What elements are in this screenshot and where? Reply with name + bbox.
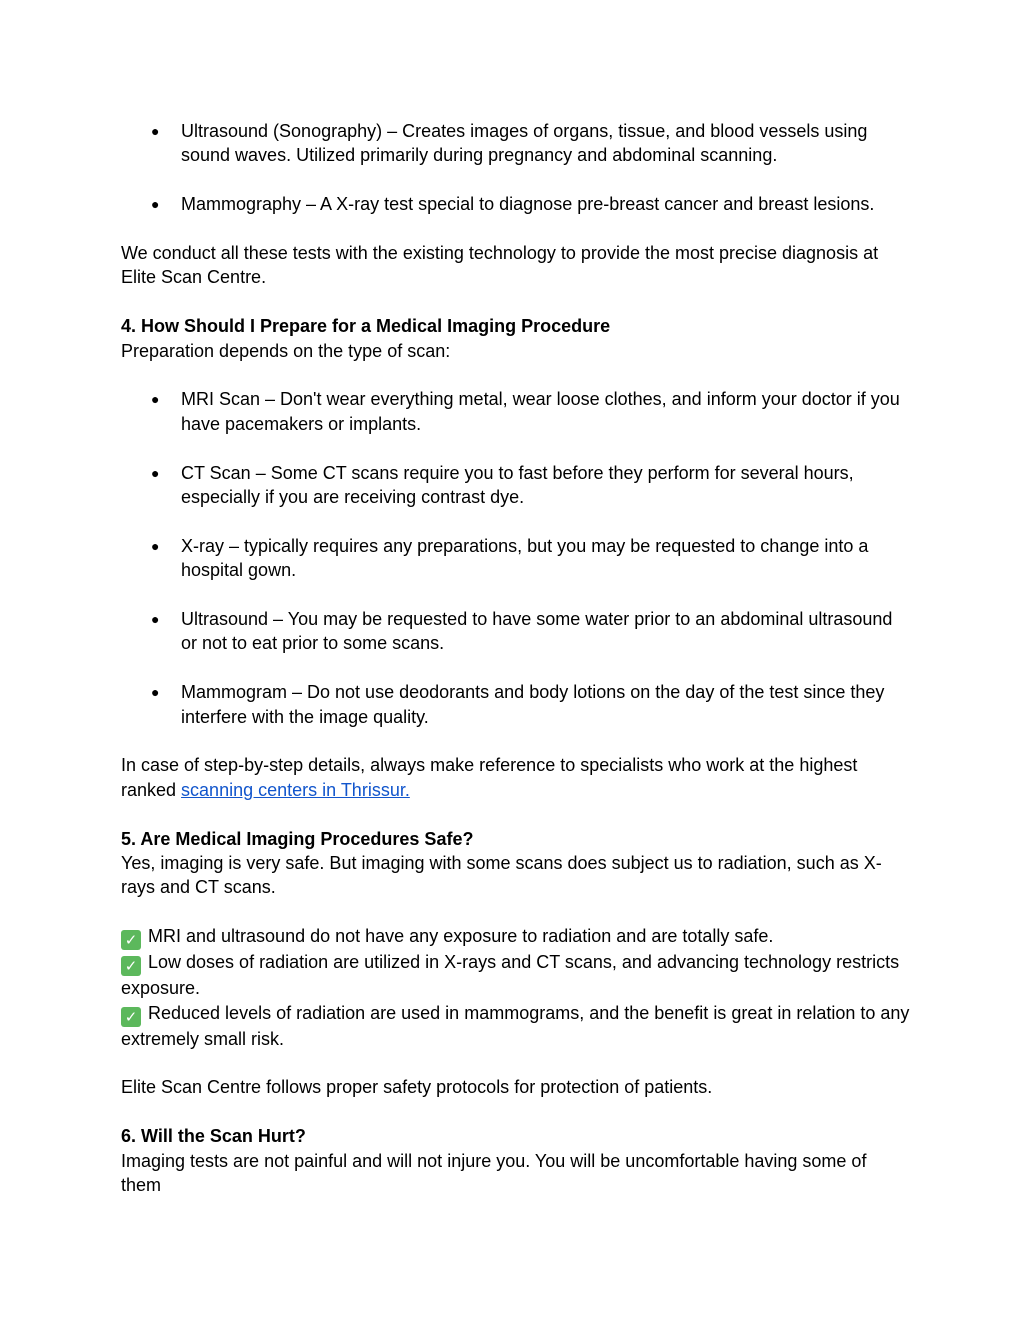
spacer <box>121 802 911 826</box>
document-page <box>121 119 911 1197</box>
check-text: Low doses of radiation are utilized in X-rays and CT scans, and advancing technology restricts exposure. <box>121 952 900 999</box>
list-item-text: MRI Scan – Don't wear everything metal, wear loose clothes, and inform your doctor if you have pacemakers or implants. <box>181 389 900 434</box>
list-item-text: X-ray – typically requires any preparations, but you may be requested to change into a hospital gown. <box>181 535 869 581</box>
list-item <box>121 461 911 510</box>
section-5-closing: Elite Scan Centre follows proper safety protocols for protection of patients. <box>121 1077 713 1098</box>
bullet-icon: ● <box>151 611 160 628</box>
spacer <box>121 436 911 460</box>
spacer <box>121 168 911 192</box>
spacer <box>121 729 911 753</box>
bullet-icon: ● <box>151 684 160 701</box>
bullet-icon: ● <box>151 537 160 554</box>
spacer <box>121 583 911 607</box>
list-item-text: CT Scan – Some CT scans require you to fast before they perform for several hours, especially if you are receiving contrast dye. <box>181 462 854 508</box>
safety-check-item <box>121 1001 911 1051</box>
bullet-icon: ● <box>151 123 160 139</box>
check-mark-icon: ✓ <box>121 1007 141 1027</box>
list-item <box>121 119 911 168</box>
section-4-closing <box>121 753 911 802</box>
check-text: MRI and ultrasound do not have any exposure to radiation and are totally safe. <box>148 926 774 947</box>
bullet-icon: ● <box>151 196 160 213</box>
section-4-intro: Preparation depends on the type of scan: <box>121 340 451 361</box>
spacer <box>121 363 911 387</box>
spacer <box>121 217 911 241</box>
list-item <box>121 192 911 216</box>
list-item <box>121 680 911 729</box>
preparation-list <box>121 387 911 729</box>
list-item-text: Ultrasound – You may be requested to have some water prior to an abdominal ultrasound or not to eat prior to some scans. <box>181 609 893 654</box>
bullet-icon: ● <box>151 464 160 481</box>
list-item <box>121 607 911 656</box>
list-item <box>121 387 911 436</box>
list-item-text: Mammogram – Do not use deodorants and body lotions on the day of the test since they interfere with the image quality. <box>181 682 885 727</box>
section-6-text: Imaging tests are not painful and will not injure you. You will be uncomfortable having some of them <box>121 1150 867 1196</box>
safety-check-item <box>121 924 911 950</box>
section-5-intro: Yes, imaging is very safe. But imaging with some scans does subject us to radiation, such as X-rays and CT scans. <box>121 853 882 898</box>
spacer <box>121 1100 911 1124</box>
section-6-heading: 6. Will the Scan Hurt? <box>121 1126 306 1147</box>
section-4-heading: 4. How Should I Prepare for a Medical Imaging Procedure <box>121 316 611 337</box>
modality-list <box>121 119 911 217</box>
bullet-icon: ● <box>151 391 160 408</box>
section-5-heading: 5. Are Medical Imaging Procedures Safe? <box>121 828 474 849</box>
spacer <box>121 290 911 314</box>
check-mark-icon: ✓ <box>121 956 141 976</box>
check-text: Reduced levels of radiation are used in mammograms, and the benefit is great in relation to any extremely small risk. <box>121 1002 910 1049</box>
spacer <box>121 1051 911 1075</box>
closing-text: In case of step-by-step details, always make reference to specialists who work at the highest ranked <box>121 755 858 800</box>
list-item-text: Ultrasound (Sonography) – Creates images of organs, tissue, and blood vessels using sound waves. Utilized primarily during pregnancy and abdominal scanning. <box>181 121 868 166</box>
list-item <box>121 534 911 583</box>
safety-check-item <box>121 950 911 1000</box>
scanning-centers-link[interactable]: scanning centers in Thrissur. <box>181 779 410 800</box>
spacer <box>121 509 911 533</box>
list-item-text: Mammography – A X-ray test special to diagnose pre-breast cancer and breast lesions. <box>181 194 875 215</box>
spacer <box>121 900 911 924</box>
check-mark-icon: ✓ <box>121 930 141 950</box>
spacer <box>121 656 911 680</box>
paragraph-tests: We conduct all these tests with the existing technology to provide the most precise diagnosis at Elite Scan Centre. <box>121 243 879 288</box>
